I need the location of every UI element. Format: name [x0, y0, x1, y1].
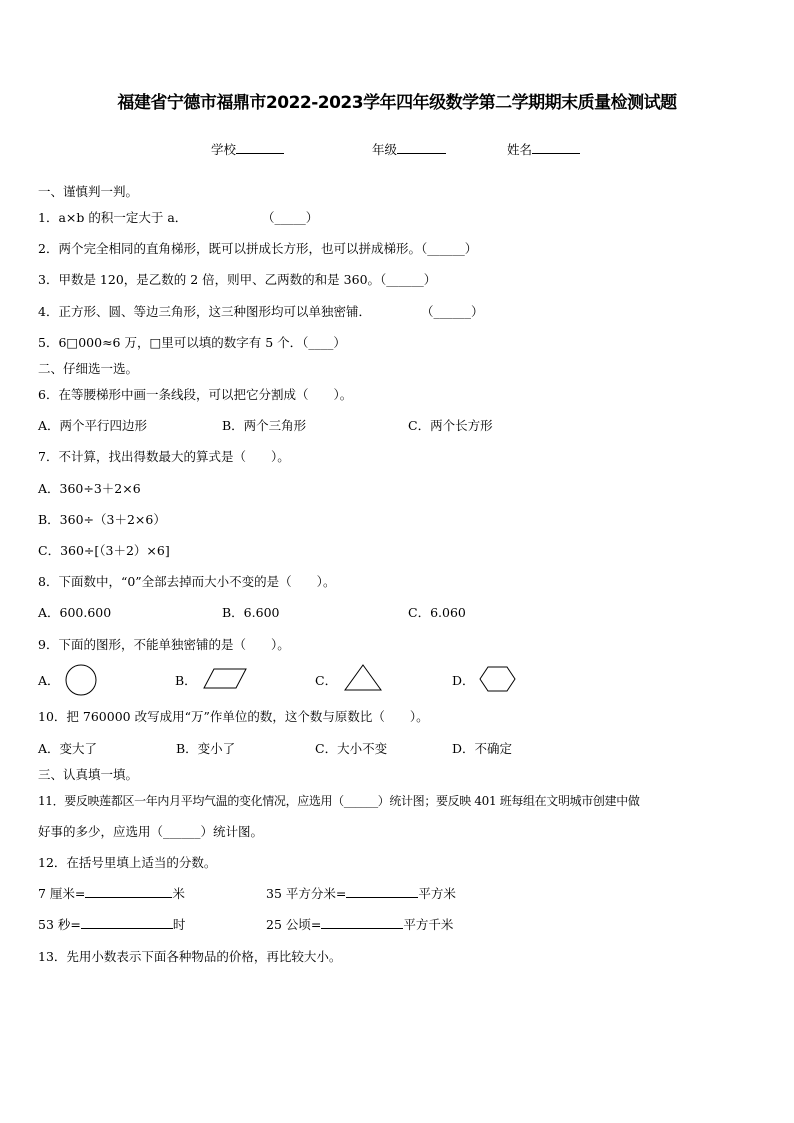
q7-option-b: B．360÷（3＋2×6）	[38, 512, 166, 527]
school-field	[211, 140, 284, 158]
name-blank	[532, 141, 580, 154]
q12-item-1	[38, 884, 185, 902]
question-13: 13．先用小数表示下面各种物品的价格，再比较大小。	[38, 949, 342, 964]
q8-option-c: C．6.060	[408, 605, 466, 620]
question-5: 5．6□000≈6 万，□里可以填的数字有 5 个．（____）	[38, 335, 346, 350]
section-heading-3: 三、认真填一填。	[38, 767, 139, 782]
question-2: 2．两个完全相同的直角梯形，既可以拼成长方形，也可以拼成梯形。（______）	[38, 241, 478, 256]
q7-option-a: A．360÷3＋2×6	[38, 481, 141, 496]
q12-item-4	[266, 915, 453, 933]
question-4-answer: （______）	[421, 304, 484, 319]
school-label: 学校	[211, 142, 237, 157]
q12-item-4-unit: 平方千米	[403, 917, 454, 932]
q12-item-4-left: 25 公顷=	[266, 917, 322, 932]
q9-option-d: D．	[452, 673, 475, 688]
question-3: 3．甲数是 120，是乙数的 2 倍，则甲、乙两数的和是 360。（______）	[38, 272, 437, 287]
q9-option-a: A．	[38, 673, 60, 688]
q9-option-c: C．	[315, 673, 338, 688]
q10-option-d: D．不确定	[452, 741, 513, 756]
question-1-answer: （_____）	[262, 210, 319, 225]
q12-item-2-left: 35 平方分米=	[266, 886, 347, 901]
q6-option-b: B．两个三角形	[222, 418, 307, 433]
q8-option-a: A．600.600	[38, 605, 112, 620]
question-11-line-2: 好事的多少，应选用（______）统计图。	[38, 824, 264, 839]
parallelogram-icon	[202, 668, 248, 690]
q12-item-2-unit: 平方米	[418, 886, 456, 901]
q7-option-c: C．360÷[（3＋2）×6]	[38, 543, 170, 558]
grade-blank	[397, 141, 446, 154]
question-1: 1．a×b 的积一定大于 a．	[38, 210, 188, 225]
q12-item-2	[266, 884, 456, 902]
q12-item-4-blank	[321, 916, 403, 929]
question-8: 8．下面数中，“0”全部去掉而大小不变的是（ ）。	[38, 574, 336, 589]
grade-label: 年级	[372, 142, 398, 157]
name-label: 姓名	[507, 142, 533, 157]
question-6: 6．在等腰梯形中画一条线段，可以把它分割成（ ）。	[38, 387, 353, 402]
q12-item-3-left: 53 秒=	[38, 917, 81, 932]
grade-field	[372, 140, 446, 158]
question-12: 12．在括号里填上适当的分数。	[38, 855, 217, 870]
q8-option-b: B．6.600	[222, 605, 280, 620]
q12-item-3-unit: 时	[172, 917, 186, 932]
q12-item-1-unit: 米	[172, 886, 185, 901]
q6-option-c: C．两个长方形	[408, 418, 493, 433]
circle-icon	[64, 663, 98, 697]
page-title: 福建省宁德市福鼎市2022-2023学年四年级数学第二学期期末质量检测试题	[117, 93, 677, 113]
q12-item-3-blank	[81, 916, 173, 929]
q10-option-a: A．变大了	[38, 741, 98, 756]
question-10: 10．把 760000 改写成用“万”作单位的数，这个数与原数比（ ）。	[38, 709, 429, 724]
question-9: 9．下面的图形，不能单独密铺的是（ ）。	[38, 637, 290, 652]
q6-option-a: A．两个平行四边形	[38, 418, 148, 433]
q9-option-b: B．	[175, 673, 197, 688]
q12-item-1-left: 7 厘米=	[38, 886, 86, 901]
q12-item-2-blank	[346, 885, 418, 898]
q12-item-3	[38, 915, 185, 933]
triangle-icon	[344, 664, 384, 692]
section-heading-1: 一、谨慎判一判。	[38, 184, 139, 199]
school-blank	[236, 141, 284, 154]
question-7: 7．不计算，找出得数最大的算式是（ ）。	[38, 449, 290, 464]
q10-option-c: C．大小不变	[315, 741, 388, 756]
q12-item-1-blank	[85, 885, 172, 898]
question-11-line-1: 11．要反映莲都区一年内月平均气温的变化情况，应选用（______）统计图；要反映 401 班每组在文明城市创建中做	[38, 794, 640, 808]
hexagon-icon	[479, 666, 517, 692]
section-heading-2: 二、仔细选一选。	[38, 361, 139, 376]
q10-option-b: B．变小了	[176, 741, 236, 756]
question-4: 4．正方形、圆、等边三角形，这三种图形均可以单独密铺．	[38, 304, 371, 319]
name-field	[507, 140, 580, 158]
